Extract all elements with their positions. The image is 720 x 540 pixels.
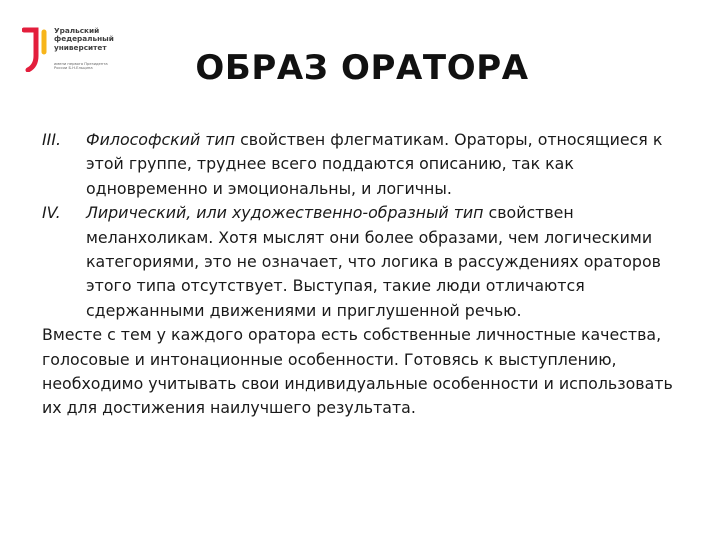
university-name: Уральский федеральный университет xyxy=(54,26,114,52)
list-item-lead: Лирический, или художественно-образный тип xyxy=(86,203,484,223)
list-item-number: IV. xyxy=(42,203,61,223)
list-item xyxy=(42,201,682,323)
page-title: ОБРАЗ ОРАТОРА xyxy=(195,48,529,88)
list-item xyxy=(42,128,682,201)
slide-body xyxy=(42,128,682,421)
university-subtitle: имени первого Президента России Б.Н.Ельцина xyxy=(54,62,108,71)
closing-paragraph: Вместе с тем у каждого оратора есть собственные личностные качества, голосовые и интонационные особенности. Готовясь к выступлению, необходимо учитывать свои индивидуальные особенности и использовать их для достижения наилучшего результата. xyxy=(42,325,673,418)
list-item-number: III. xyxy=(42,130,61,149)
list-item-text: свойствен флегматикам. Ораторы, относящиеся к этой группе, труднее всего поддаются описанию, так как одновременно и эмоциональны, и логичны. xyxy=(86,130,663,198)
list-item-lead: Философский тип xyxy=(86,130,236,149)
list-item-text: свойствен меланхоликам. Хотя мыслят они более образами, чем логическими категориями, это не означает, что логика в рассуждениях ораторов этого типа отсутствует. Выступая, такие люди отличаются сдержанными движениями и приглушенной речью. xyxy=(86,203,661,320)
